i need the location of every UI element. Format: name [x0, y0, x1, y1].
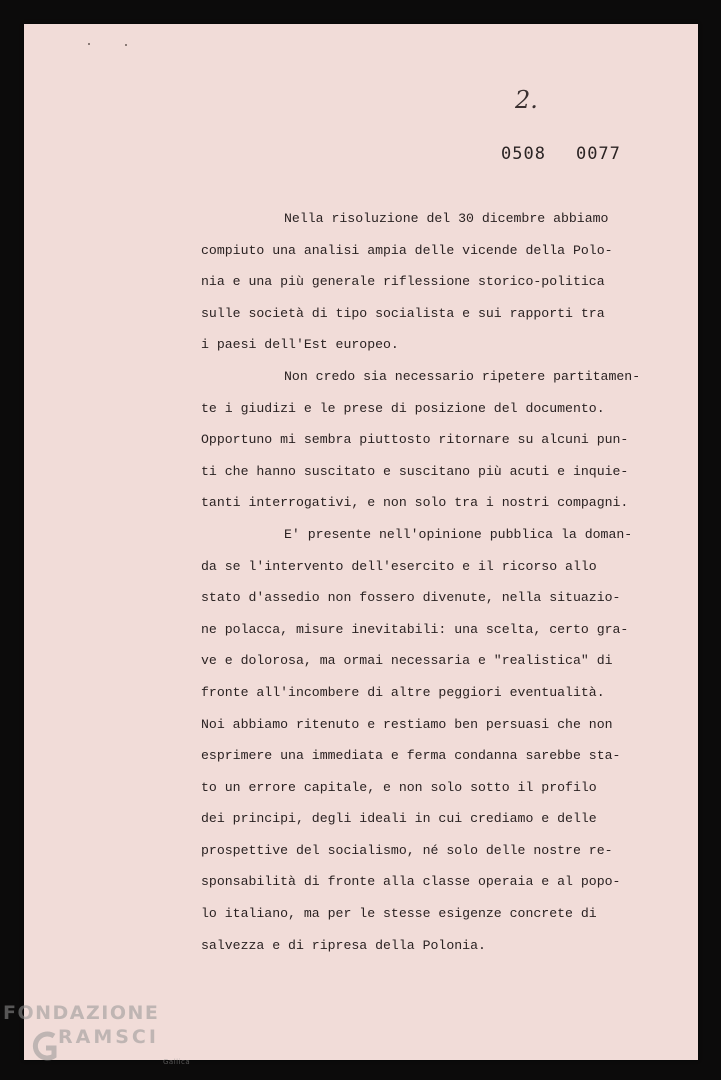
- watermark-line1: FONDAZIONE: [3, 1002, 160, 1024]
- text-line: ne polacca, misure inevitabili: una scelta, certo gra-: [201, 621, 629, 637]
- ink-speck: [125, 44, 127, 46]
- text-line: da se l'intervento dell'esercito e il ricorso allo: [201, 558, 597, 574]
- body-text: [201, 203, 641, 961]
- fondazione-gramsci-watermark: [3, 1000, 191, 1078]
- text-line: Noi abbiamo ritenuto e restiamo ben persuasi che non: [201, 716, 613, 732]
- watermark-small-text: Gallica: [163, 1058, 191, 1066]
- text-line: salvezza e di ripresa della Polonia.: [201, 937, 486, 953]
- text-line: ti che hanno suscitato e suscitano più acuti e inquie-: [201, 463, 629, 479]
- text-line: fronte all'incombere di altre peggiori eventualità.: [201, 684, 605, 700]
- text-line: dei principi, degli ideali in cui crediamo e delle: [201, 811, 597, 827]
- text-line: stato d'assedio non fossero divenute, nella situazio-: [201, 590, 621, 606]
- archive-code: [501, 144, 621, 164]
- text-line: prospettive del socialismo, né solo delle nostre re-: [201, 842, 613, 858]
- text-line: Opportuno mi sembra piuttosto ritornare su alcuni pun-: [201, 432, 629, 448]
- ink-speck: [88, 43, 90, 45]
- text-line: sulle società di tipo socialista e sui rapporti tra: [201, 305, 605, 321]
- text-line: Non credo sia necessario ripetere partitamen-: [284, 368, 641, 384]
- text-line: E' presente nell'opinione pubblica la doman-: [284, 526, 633, 542]
- text-line: tanti interrogativi, e non solo tra i nostri compagni.: [201, 495, 629, 511]
- gramsci-g-logo-icon: [30, 1022, 60, 1074]
- text-line: te i giudizi e le prese di posizione del documento.: [201, 400, 605, 416]
- page-number: 2.: [515, 86, 538, 114]
- text-line: lo italiano, ma per le stesse esigenze concrete di: [201, 906, 597, 922]
- text-line: i paesi dell'Est europeo.: [201, 337, 399, 353]
- text-line: Nella risoluzione del 30 dicembre abbiamo: [284, 211, 609, 226]
- archive-code-part2: 0077: [575, 144, 621, 164]
- watermark-line2: RAMSCI: [58, 1026, 159, 1048]
- archive-code-part1: 0508: [501, 144, 546, 164]
- text-line: nia e una più generale riflessione storico-politica: [201, 274, 605, 290]
- document-page: [24, 24, 698, 1060]
- text-line: compiuto una analisi ampia delle vicende della Polo-: [201, 242, 613, 258]
- text-line: sponsabilità di fronte alla classe operaia e al popo-: [201, 874, 621, 890]
- text-line: esprimere una immediata e ferma condanna sarebbe sta-: [201, 748, 621, 764]
- text-line: ve e dolorosa, ma ormai necessaria e "realistica" di: [201, 653, 613, 669]
- text-line: to un errore capitale, e non solo sotto il profilo: [201, 779, 597, 795]
